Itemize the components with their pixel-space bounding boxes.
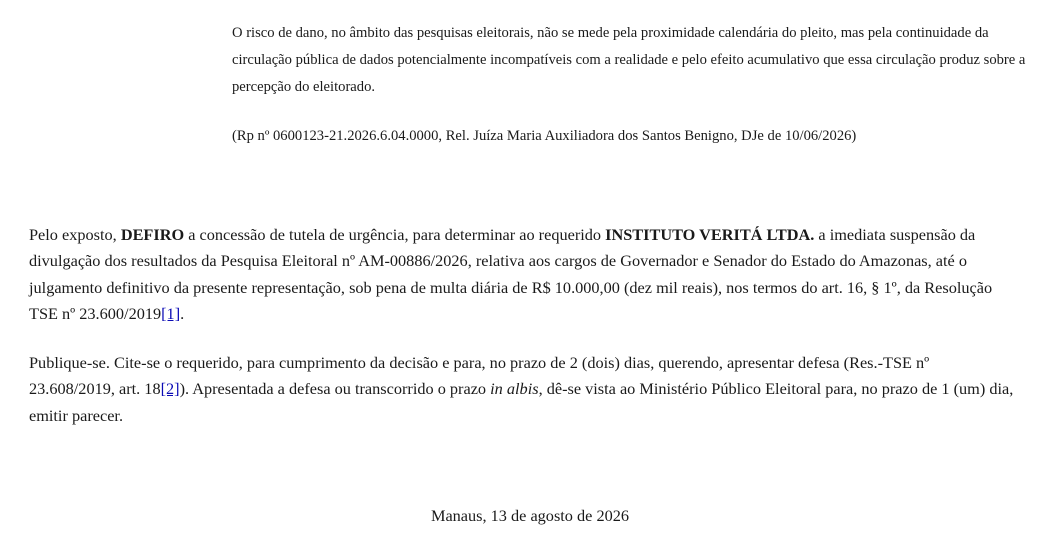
quote-text: O risco de dano, no âmbito das pesquisas eleitorais, não se mede pela proximidade calendária do pleito, mas pela continuidade da circulação pública de dados potencialmente incompatíveis com a realidade e pelo efeito acumulativo que essa circulação produz sobre a percepção do eleitorado. [232,25,1026,95]
jurisprudence-quote [232,20,1038,101]
footnote-link-2[interactable]: [2] [160,379,180,399]
publication-text-middle: ). Apresentada a defesa ou transcorrido o prazo [179,379,491,399]
decision-defiro: DEFIRO [120,225,185,244]
decision-paragraph [29,222,1019,327]
publication-text-end: , dê-se vista ao Ministério Público Eleitoral para, no prazo de 1 (um) dia, emitir parecer. [29,379,1014,425]
in-albis-term: in albis [490,379,539,399]
footnote-link-1[interactable]: [1] [161,303,181,323]
decision-text-middle: a concessão de tutela de urgência, para determinar ao requerido [184,225,606,244]
quote-citation: (Rp nº 0600123-21.2026.6.04.0000, Rel. Juíza Maria Auxiliadora dos Santos Benigno, DJe de 10/06/2026) [232,128,857,144]
publication-paragraph [29,350,1019,429]
publication-text-start: Publique-se. Cite-se o requerido, para cumprimento da decisão e para, no prazo de 2 (dois) dias, querendo, apresentar defesa (Res.-TSE nº 23.608/2019, art. 18 [29,353,930,399]
dateline: Manaus, 13 de agosto de 2026 [430,506,630,525]
decision-text-rest: a imediata suspensão da divulgação dos resultados da Pesquisa Eleitoral nº AM-00886/2026, relativa aos cargos de Governador e Senador do Estado do Amazonas, até o julgamento definitivo da presente representação, sob pena de multa diária de R$ 10.000,00 (dez mil reais), nos termos do art. 16, § 1º, da Resolução TSE nº 23.600/2019 [29,225,993,323]
decision-text-start: Pelo exposto, [29,225,121,244]
respondent-name: INSTITUTO VERITÁ LTDA. [605,225,815,244]
decision-text-end: . [180,303,185,323]
